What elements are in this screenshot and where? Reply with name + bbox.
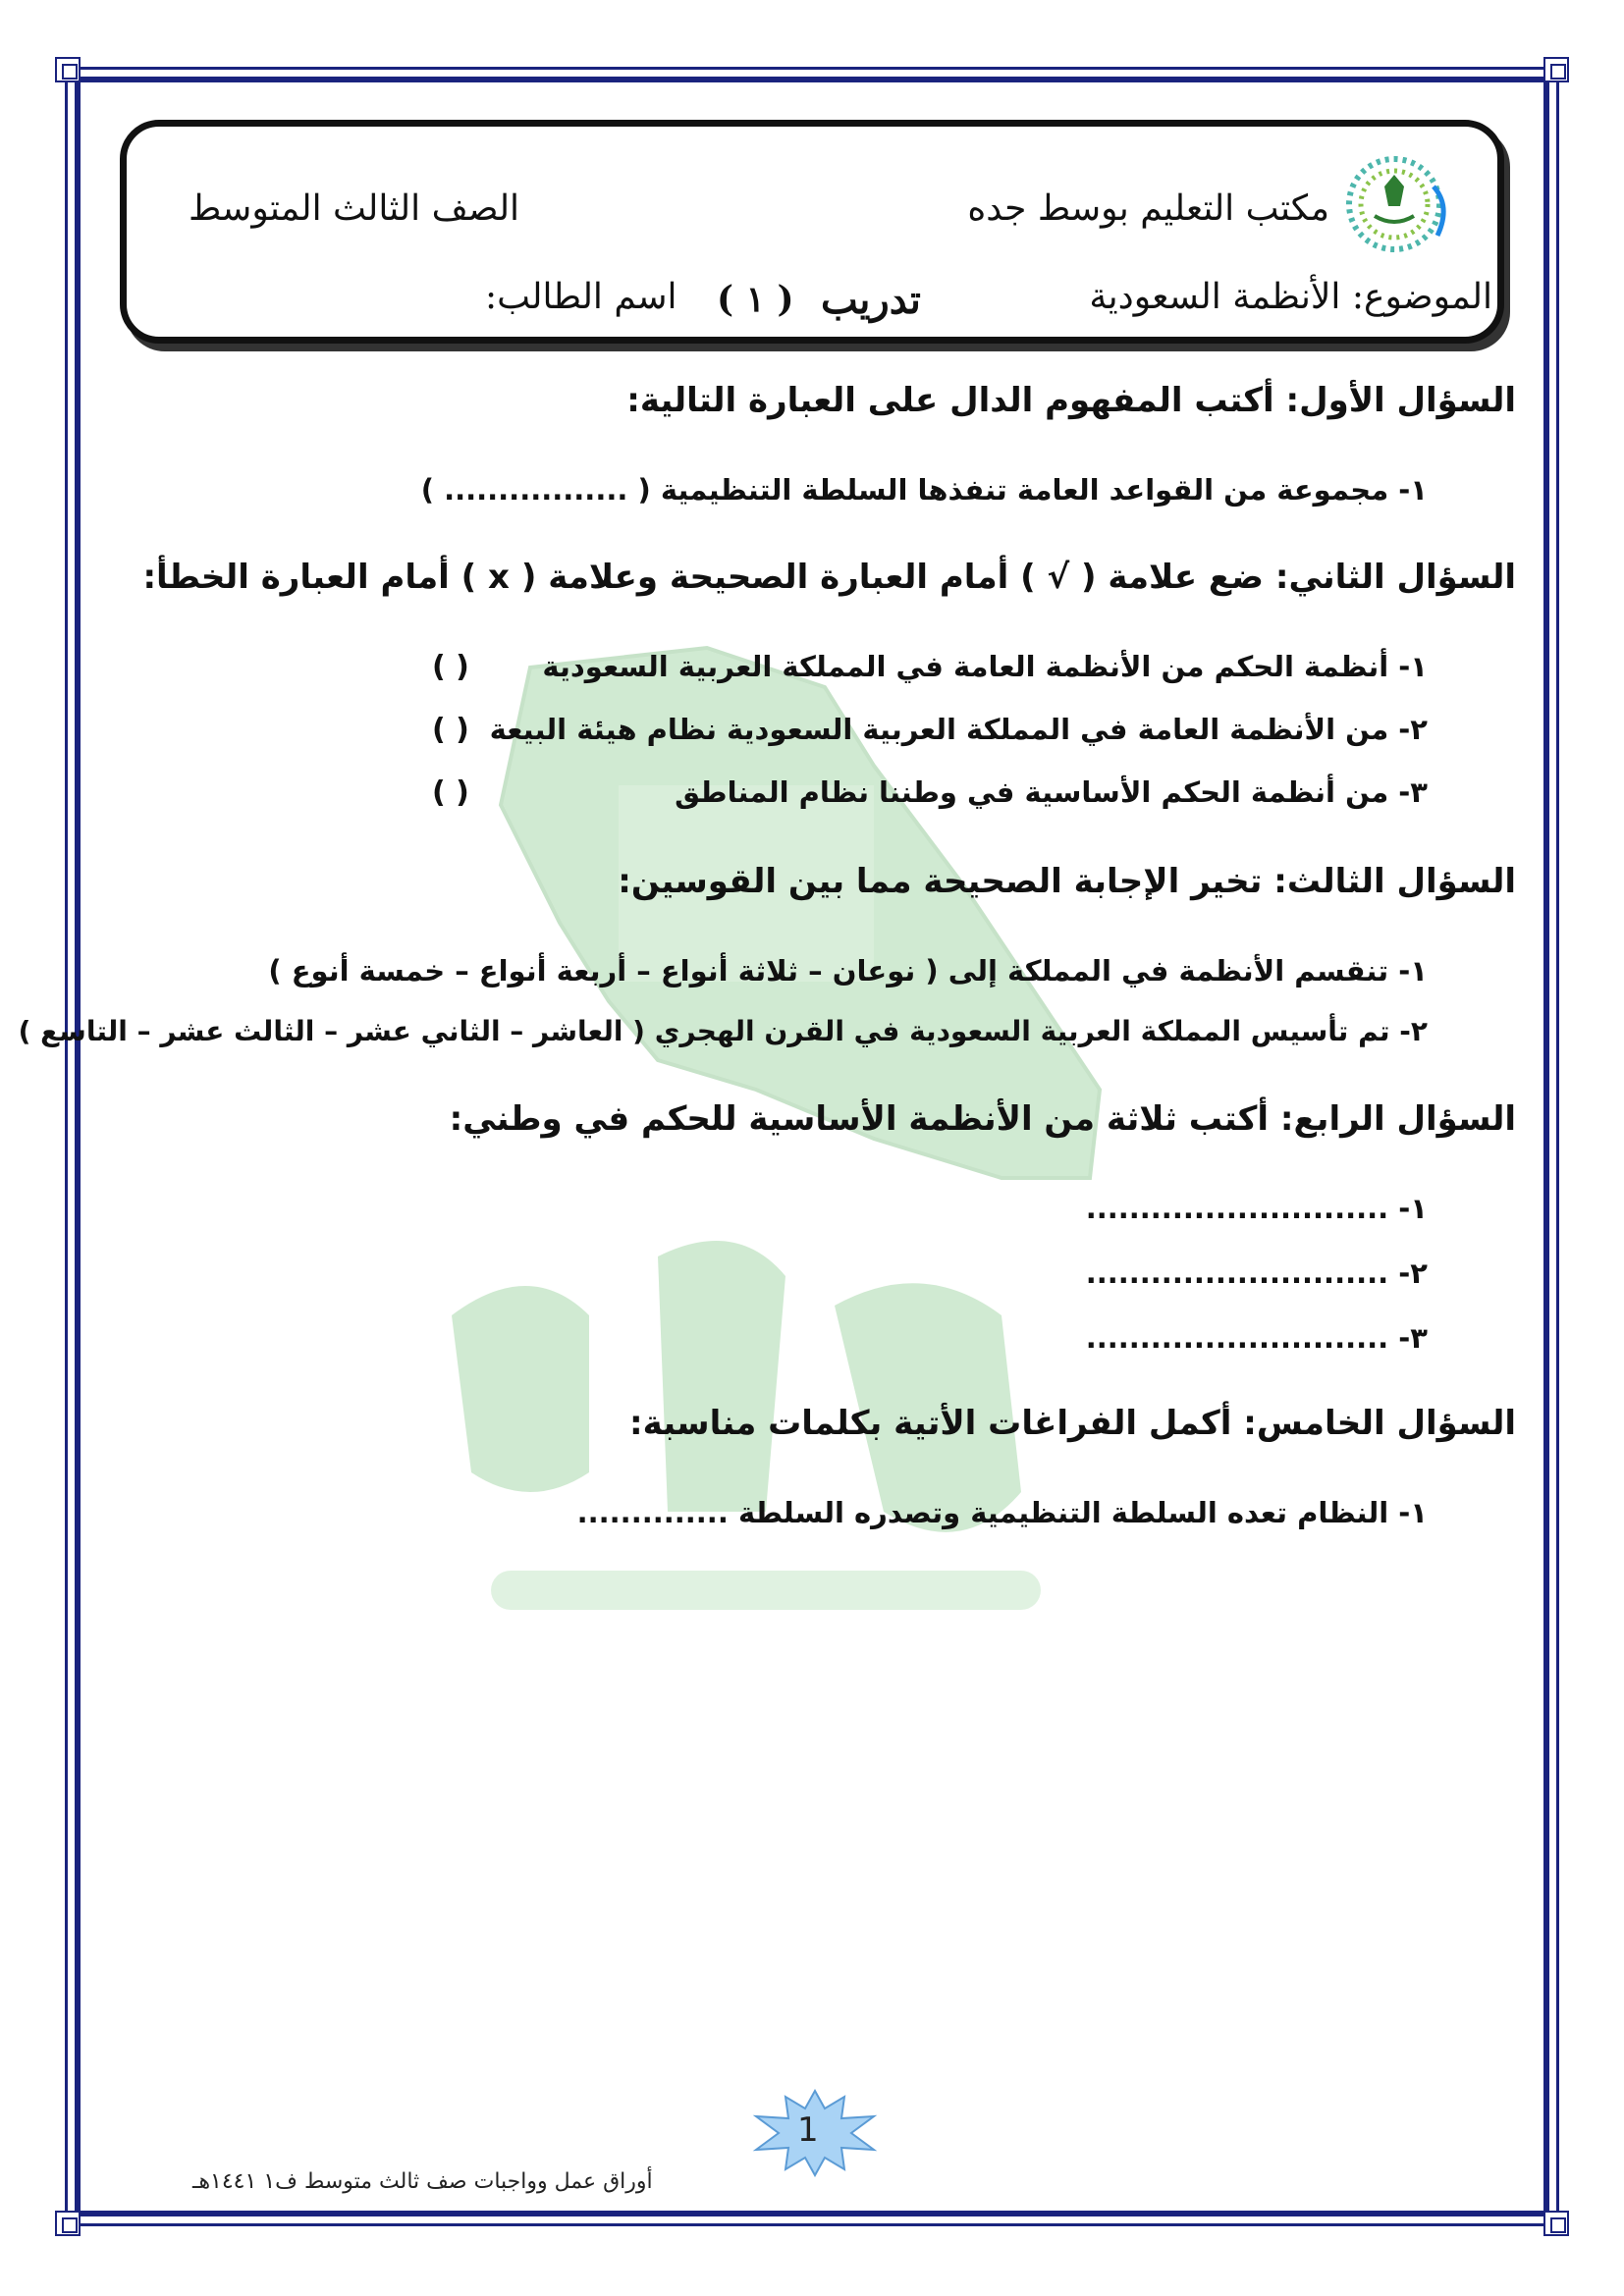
training-number: ( ١ ) — [717, 279, 794, 320]
answer-blank: ( ) — [432, 775, 469, 810]
corner-ornament — [1543, 2211, 1569, 2236]
corner-ornament — [55, 2211, 81, 2236]
subject-label: الموضوع: الأنظمة السعودية — [1089, 277, 1492, 317]
question-1-title: السؤال الأول: أكتب المفهوم الدال على العبارة التالية: — [626, 381, 1516, 420]
answer-blank: ( ) — [432, 713, 469, 747]
ministry-logo-icon — [1335, 147, 1463, 265]
grade-label: الصف الثالث المتوسط — [189, 188, 520, 229]
answer-blank: ( ) — [432, 650, 469, 684]
list-item: ٣- من أنظمة الحكم الأساسية في وطننا نظام المناطق — [675, 775, 1428, 809]
list-item: ١- أنظمة الحكم من الأنظمة العامة في المملكة العربية السعودية — [542, 650, 1428, 683]
corner-ornament — [55, 57, 81, 82]
list-item: ٣- ............................ — [1085, 1321, 1428, 1355]
student-name-label: اسم الطالب: — [485, 277, 677, 317]
list-item: ٢- ............................ — [1085, 1256, 1428, 1290]
list-item: ١- مجموعة من القواعد العامة تنفذها السلطة التنظيمية ( ................. ) — [420, 473, 1428, 507]
list-item: ١- ............................ — [1085, 1192, 1428, 1225]
question-5-title: السؤال الخامس: أكمل الفراغات الأتية بكلمات مناسبة: — [629, 1404, 1516, 1443]
office-name: مكتب التعليم بوسط جده — [967, 188, 1329, 229]
list-item: ١- تنقسم الأنظمة في المملكة إلى ( نوعان – ثلاثة أنواع – أربعة أنواع – خمسة أنوع ) — [268, 954, 1428, 988]
training-label: تدريب — [821, 277, 921, 323]
list-item: ٢- تم تأسيس المملكة العربية السعودية في القرن الهجري ( العاشر – الثاني عشر – الثالث عشر – التاسع ) — [18, 1015, 1428, 1047]
list-item: ٢- من الأنظمة العامة في المملكة العربية السعودية نظام هيئة البيعة — [489, 713, 1428, 746]
question-4-title: السؤال الرابع: أكتب ثلاثة من الأنظمة الأساسية للحكم في وطني: — [449, 1099, 1516, 1139]
corner-ornament — [1543, 57, 1569, 82]
footer-note: أوراق عمل وواجبات صف ثالث متوسط ف١ ١٤٤١هـ — [192, 2169, 653, 2194]
question-3-title: السؤال الثالث: تخير الإجابة الصحيحة مما بين القوسين: — [618, 862, 1516, 901]
page-number: 1 — [797, 2110, 819, 2150]
question-2-title: السؤال الثاني: ضع علامة ( √ ) أمام العبارة الصحيحة وعلامة ( x ) أمام العبارة الخطأ: — [142, 558, 1516, 597]
list-item: ١- النظام تعده السلطة التنظيمية وتصدره السلطة .............. — [576, 1496, 1428, 1529]
